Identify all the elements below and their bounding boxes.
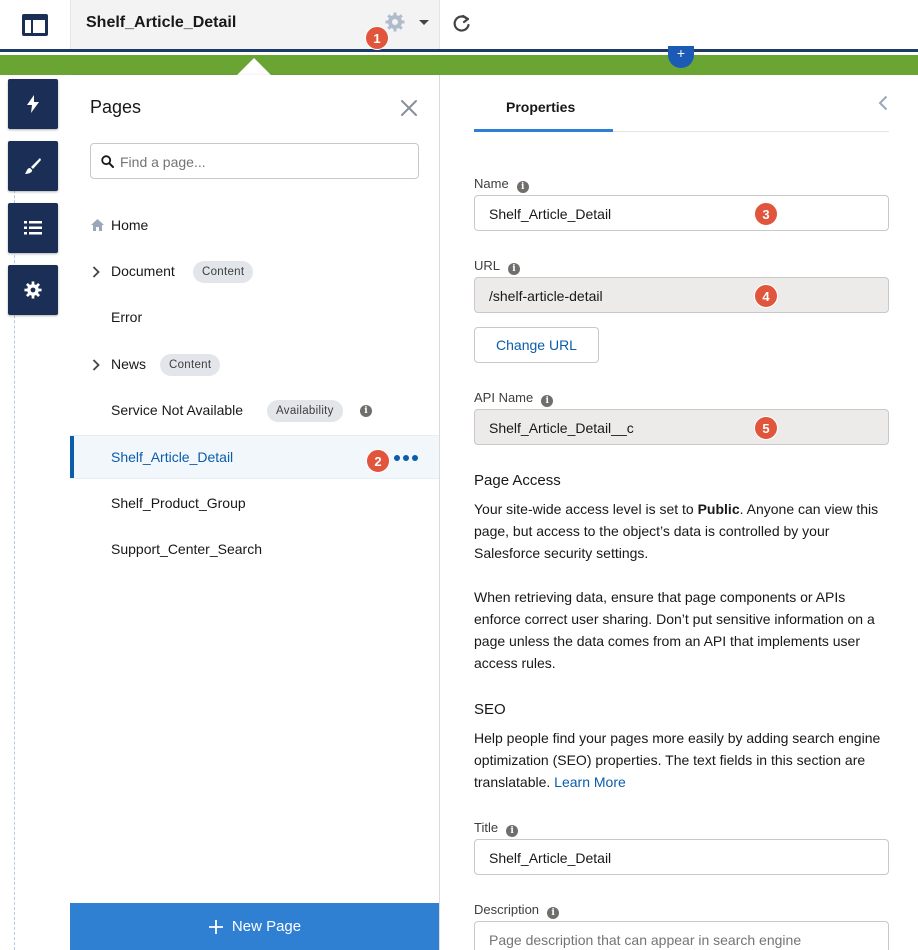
components-button[interactable] bbox=[8, 79, 58, 129]
info-icon[interactable]: i bbox=[517, 181, 529, 193]
api-name-label bbox=[474, 390, 553, 406]
canvas-strip bbox=[0, 75, 70, 950]
title-label-text: Title bbox=[474, 820, 499, 835]
brush-icon bbox=[24, 157, 42, 175]
name-label bbox=[474, 176, 529, 192]
title-field[interactable] bbox=[474, 839, 889, 875]
new-page-label: New Page bbox=[231, 918, 302, 935]
page-item-home[interactable] bbox=[70, 204, 439, 248]
page-item-label: Shelf_Article_Detail bbox=[111, 449, 234, 465]
chevron-right-icon[interactable] bbox=[92, 266, 100, 278]
page-item-label: Error bbox=[111, 309, 143, 325]
gear-icon[interactable] bbox=[385, 12, 405, 32]
title-value: Shelf_Article_Detail bbox=[489, 850, 612, 866]
page-item-label: Support_Center_Search bbox=[111, 541, 262, 557]
api-name-label-text: API Name bbox=[474, 390, 534, 405]
plus-icon bbox=[208, 919, 224, 935]
page-access-description bbox=[474, 498, 894, 564]
builder-header bbox=[0, 0, 918, 52]
url-label bbox=[474, 258, 520, 274]
annotation-marker-5: 5 bbox=[754, 416, 778, 440]
search-icon bbox=[101, 155, 114, 168]
url-field bbox=[474, 277, 889, 313]
list-icon bbox=[24, 221, 42, 235]
seo-description bbox=[474, 727, 894, 793]
tab-label: Properties bbox=[506, 99, 576, 115]
home-icon bbox=[91, 219, 104, 231]
chevron-right-icon[interactable] bbox=[92, 359, 100, 371]
description-field[interactable] bbox=[474, 921, 889, 950]
seo-text: Help people find your pages more easily by adding search engine optimization (SEO) properties. The text fields in this section are translatable. bbox=[474, 730, 881, 790]
api-name-value: Shelf_Article_Detail__c bbox=[489, 420, 634, 436]
description-placeholder: Page description that can appear in search engine bbox=[489, 932, 802, 948]
close-icon[interactable] bbox=[400, 99, 418, 117]
info-icon[interactable]: i bbox=[508, 263, 520, 275]
access-level: Public bbox=[697, 501, 740, 517]
annotation-marker-2: 2 bbox=[366, 449, 390, 473]
name-label-text: Name bbox=[474, 176, 509, 191]
page-item-news[interactable] bbox=[70, 343, 439, 387]
url-value: /shelf-article-detail bbox=[489, 288, 603, 304]
chevron-down-icon[interactable] bbox=[419, 20, 429, 25]
change-url-button[interactable]: Change URL bbox=[474, 327, 599, 363]
name-field[interactable] bbox=[474, 195, 889, 231]
page-item-support-center-search[interactable] bbox=[70, 528, 439, 572]
page-access-text: . Anyone can view this page, but access to the object’s data is controlled by your Salesforce security settings. bbox=[474, 501, 879, 561]
page-item-service-not-available[interactable] bbox=[70, 389, 439, 433]
info-icon[interactable]: i bbox=[360, 405, 372, 417]
selected-indicator bbox=[70, 436, 74, 478]
lightning-icon bbox=[26, 95, 40, 113]
page-access-title: Page Access bbox=[474, 472, 561, 489]
page-search-input[interactable] bbox=[90, 143, 419, 179]
annotation-marker-3: 3 bbox=[754, 202, 778, 226]
settings-button[interactable] bbox=[8, 265, 58, 315]
page-item-label: Document bbox=[111, 263, 175, 279]
page-item-label: Home bbox=[111, 217, 149, 233]
new-page-button[interactable] bbox=[70, 903, 439, 950]
properties-panel bbox=[440, 75, 918, 950]
page-access-text: Your site-wide access level is set to bbox=[474, 501, 698, 517]
annotation-marker-4: 4 bbox=[754, 284, 778, 308]
chevron-left-icon[interactable] bbox=[878, 95, 888, 111]
url-label-text: URL bbox=[474, 258, 501, 273]
page-item-error[interactable] bbox=[70, 296, 439, 340]
page-item-shelf-product-group[interactable] bbox=[70, 482, 439, 526]
refresh-icon[interactable] bbox=[452, 13, 472, 35]
app-launcher[interactable] bbox=[0, 0, 70, 49]
page-type-badge: Content bbox=[160, 354, 220, 376]
pages-panel bbox=[70, 75, 440, 950]
tab-properties[interactable] bbox=[474, 75, 613, 132]
annotation-marker-1: 1 bbox=[365, 26, 389, 50]
page-access-warning: When retrieving data, ensure that page components or APIs enforce correct user sharing. Don’t put sensitive information on a page unless the data comes from an API that implements user access rules. bbox=[474, 589, 875, 671]
header-band bbox=[0, 55, 918, 75]
search-placeholder: Find a page... bbox=[120, 154, 206, 170]
description-label bbox=[474, 902, 559, 918]
pages-panel-title: Pages bbox=[90, 97, 142, 117]
more-actions-icon[interactable] bbox=[394, 455, 418, 461]
learn-more-link[interactable]: Learn More bbox=[554, 774, 626, 790]
page-type-badge: Content bbox=[193, 261, 253, 283]
theme-button[interactable] bbox=[8, 141, 58, 191]
tab-divider bbox=[613, 131, 889, 132]
info-icon[interactable]: i bbox=[541, 395, 553, 407]
gear-icon bbox=[24, 281, 42, 299]
page-item-label: Shelf_Product_Group bbox=[111, 495, 246, 511]
page-item-document[interactable] bbox=[70, 250, 439, 294]
title-label bbox=[474, 820, 518, 836]
info-icon[interactable]: i bbox=[506, 825, 518, 837]
current-page-name: Shelf_Article_Detail bbox=[86, 14, 237, 31]
page-structure-button[interactable] bbox=[8, 203, 58, 253]
page-type-badge: Availability bbox=[267, 400, 343, 422]
page-item-label: Service Not Available bbox=[111, 402, 244, 418]
page-item-label: News bbox=[111, 356, 147, 372]
add-component-icon[interactable]: + bbox=[668, 46, 694, 68]
info-icon[interactable]: i bbox=[547, 907, 559, 919]
seo-title: SEO bbox=[474, 701, 506, 718]
layout-icon bbox=[22, 14, 48, 36]
description-label-text: Description bbox=[474, 902, 540, 917]
api-name-field bbox=[474, 409, 889, 445]
name-value: Shelf_Article_Detail bbox=[489, 206, 612, 222]
